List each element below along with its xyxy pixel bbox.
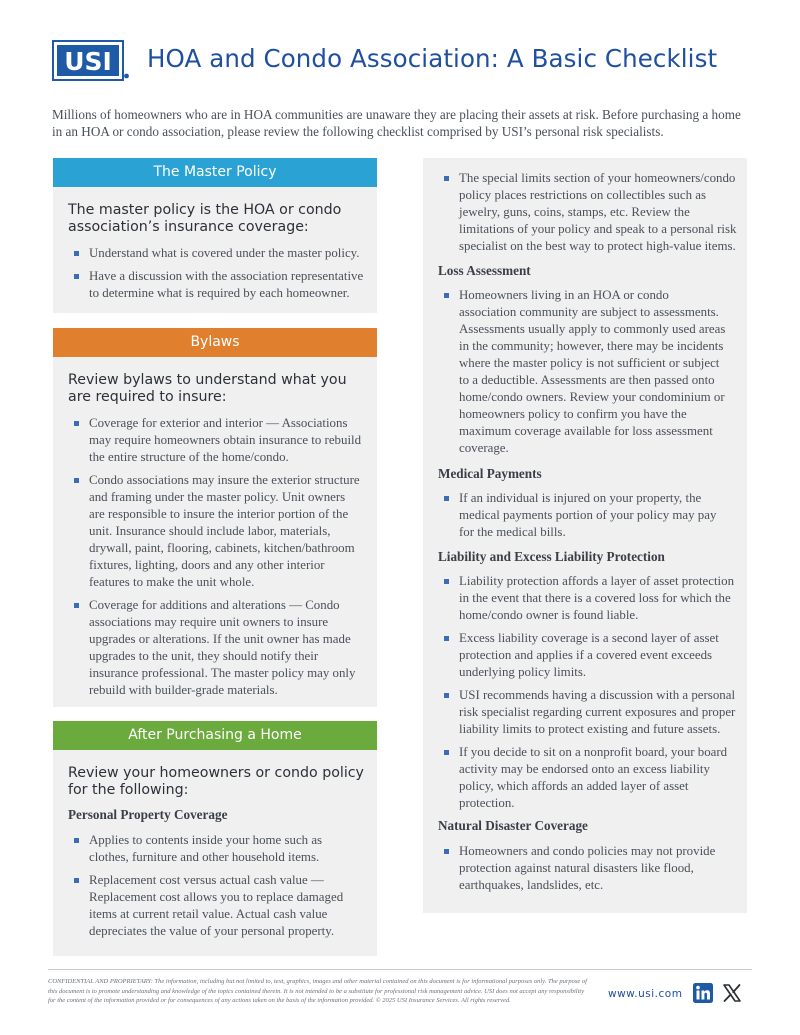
special-limits-list [442, 170, 737, 255]
after-purchase-lead: Review your homeowners or condo policy for the following: [68, 765, 364, 798]
list-item: If an individual is injured on your property, the medical payments portion of your policy may pay for the medical bills. [442, 490, 732, 541]
medical-payments-list [442, 490, 732, 541]
legal-disclaimer: CONFIDENTIAL AND PROPRIETARY: The information, including but not limited to, text, graphics, images and other material contained on this document is for informational purposes only. The purpose of this document is to promote understanding and knowledge of the topics contained therein. It is not intended to be a substitute for professional risk management advice. USI does not accept any responsibility for the content of the information provided or for consequences of any actions taken on the basis of the information provided. © 2025 USI Insurance Services. All rights reserved. [48, 978, 587, 1004]
personal-property-list [72, 832, 362, 940]
after-purchase-heading: After Purchasing a Home [53, 721, 377, 750]
website-link[interactable]: www.usi.com [608, 988, 683, 1000]
bylaws-lead: Review bylaws to understand what you are required to insure: [68, 372, 347, 405]
right-column-panel [423, 158, 747, 913]
natural-disaster-heading: Natural Disaster Coverage [438, 818, 588, 833]
after-purchase-panel [53, 721, 377, 956]
list-item: Coverage for additions and alterations — Condo associations may require unit owners to insure upgrades or alterations. If the unit owner has made upgrades to the unit, they should notify their insurance professional. The master policy may only rebuild with builder-grade materials. [72, 597, 362, 699]
page-title: HOA and Condo Association: A Basic Checklist [147, 44, 718, 73]
list-item: Have a discussion with the association representative to determine what is required by each homeowner. [72, 268, 372, 302]
medical-payments-heading: Medical Payments [438, 466, 542, 481]
master-policy-list [72, 245, 372, 302]
list-item: Homeowners living in an HOA or condo association community are subject to assessments. Assessments usually apply to commonly used areas in the community; however, there may be incidents where the master policy is not sufficient or subject to a deductible. Assessments are then passed onto home/condo owners. Review your condominium or homeowners policy to confirm you have the maximum coverage available for loss assessment coverage. [442, 287, 727, 457]
bylaws-list [72, 415, 362, 699]
loss-assessment-list [442, 287, 727, 457]
list-item: Excess liability coverage is a second layer of asset protection and applies if a covered event exceeds underlying policy limits. [442, 630, 737, 681]
intro-paragraph: Millions of homeowners who are in HOA communities are unaware they are placing their assets at risk. Before purchasing a home in an HOA or condo association, please review the following checklist comprised by USI’s personal risk specialists. [52, 107, 741, 139]
bylaws-panel [53, 328, 377, 707]
bylaws-heading: Bylaws [53, 328, 377, 357]
liability-heading: Liability and Excess Liability Protection [438, 549, 665, 564]
linkedin-icon[interactable] [693, 983, 713, 1003]
list-item: Understand what is covered under the master policy. [72, 245, 372, 262]
list-item: Homeowners and condo policies may not provide protection against natural disasters like flood, earthquakes, landslides, etc. [442, 843, 727, 894]
list-item: Coverage for exterior and interior — Associations may require homeowners obtain insurance to rebuild the entire structure of the home/condo. [72, 415, 362, 466]
usi-logo [52, 40, 130, 82]
master-policy-lead: The master policy is the HOA or condo association’s insurance coverage: [68, 202, 342, 235]
list-item: Replacement cost versus actual cash value — Replacement cost allows you to replace damaged items at current retail value. Actual cash value depreciates the value of your personal property. [72, 872, 362, 940]
list-item: Condo associations may insure the exterior structure and framing under the master policy. Unit owners are responsible to insure the interior portion of the unit. Insurance should include labor, materials, drywall, paint, flooring, cabinets, kitchen/bathroom fixtures, lighting, doors and any other interior features to make the unit whole. [72, 472, 362, 591]
natural-disaster-list [442, 843, 727, 894]
x-icon[interactable] [722, 983, 742, 1003]
svg-text:USI: USI [64, 47, 112, 76]
footer-divider [48, 969, 752, 970]
list-item: Applies to contents inside your home such as clothes, furniture and other household items. [72, 832, 362, 866]
list-item: USI recommends having a discussion with a personal risk specialist regarding current exposures and proper liability limits to protect existing and future assets. [442, 687, 737, 738]
list-item: The special limits section of your homeowners/condo policy places restrictions on collectibles such as jewelry, guns, coins, stamps, etc. Review the limitations of your policy and speak to a personal risk specialist on the best way to protect high-value items. [442, 170, 737, 255]
master-policy-panel [53, 158, 377, 313]
list-item: Liability protection affords a layer of asset protection in the event that there is a covered loss for which the home/condo owner is found liable. [442, 573, 737, 624]
liability-list [442, 573, 737, 812]
personal-property-heading: Personal Property Coverage [68, 807, 228, 822]
list-item: If you decide to sit on a nonprofit board, your board activity may be endorsed onto an excess liability policy, which affords an added layer of asset protection. [442, 744, 737, 812]
master-policy-heading: The Master Policy [53, 158, 377, 187]
loss-assessment-heading: Loss Assessment [438, 263, 531, 278]
